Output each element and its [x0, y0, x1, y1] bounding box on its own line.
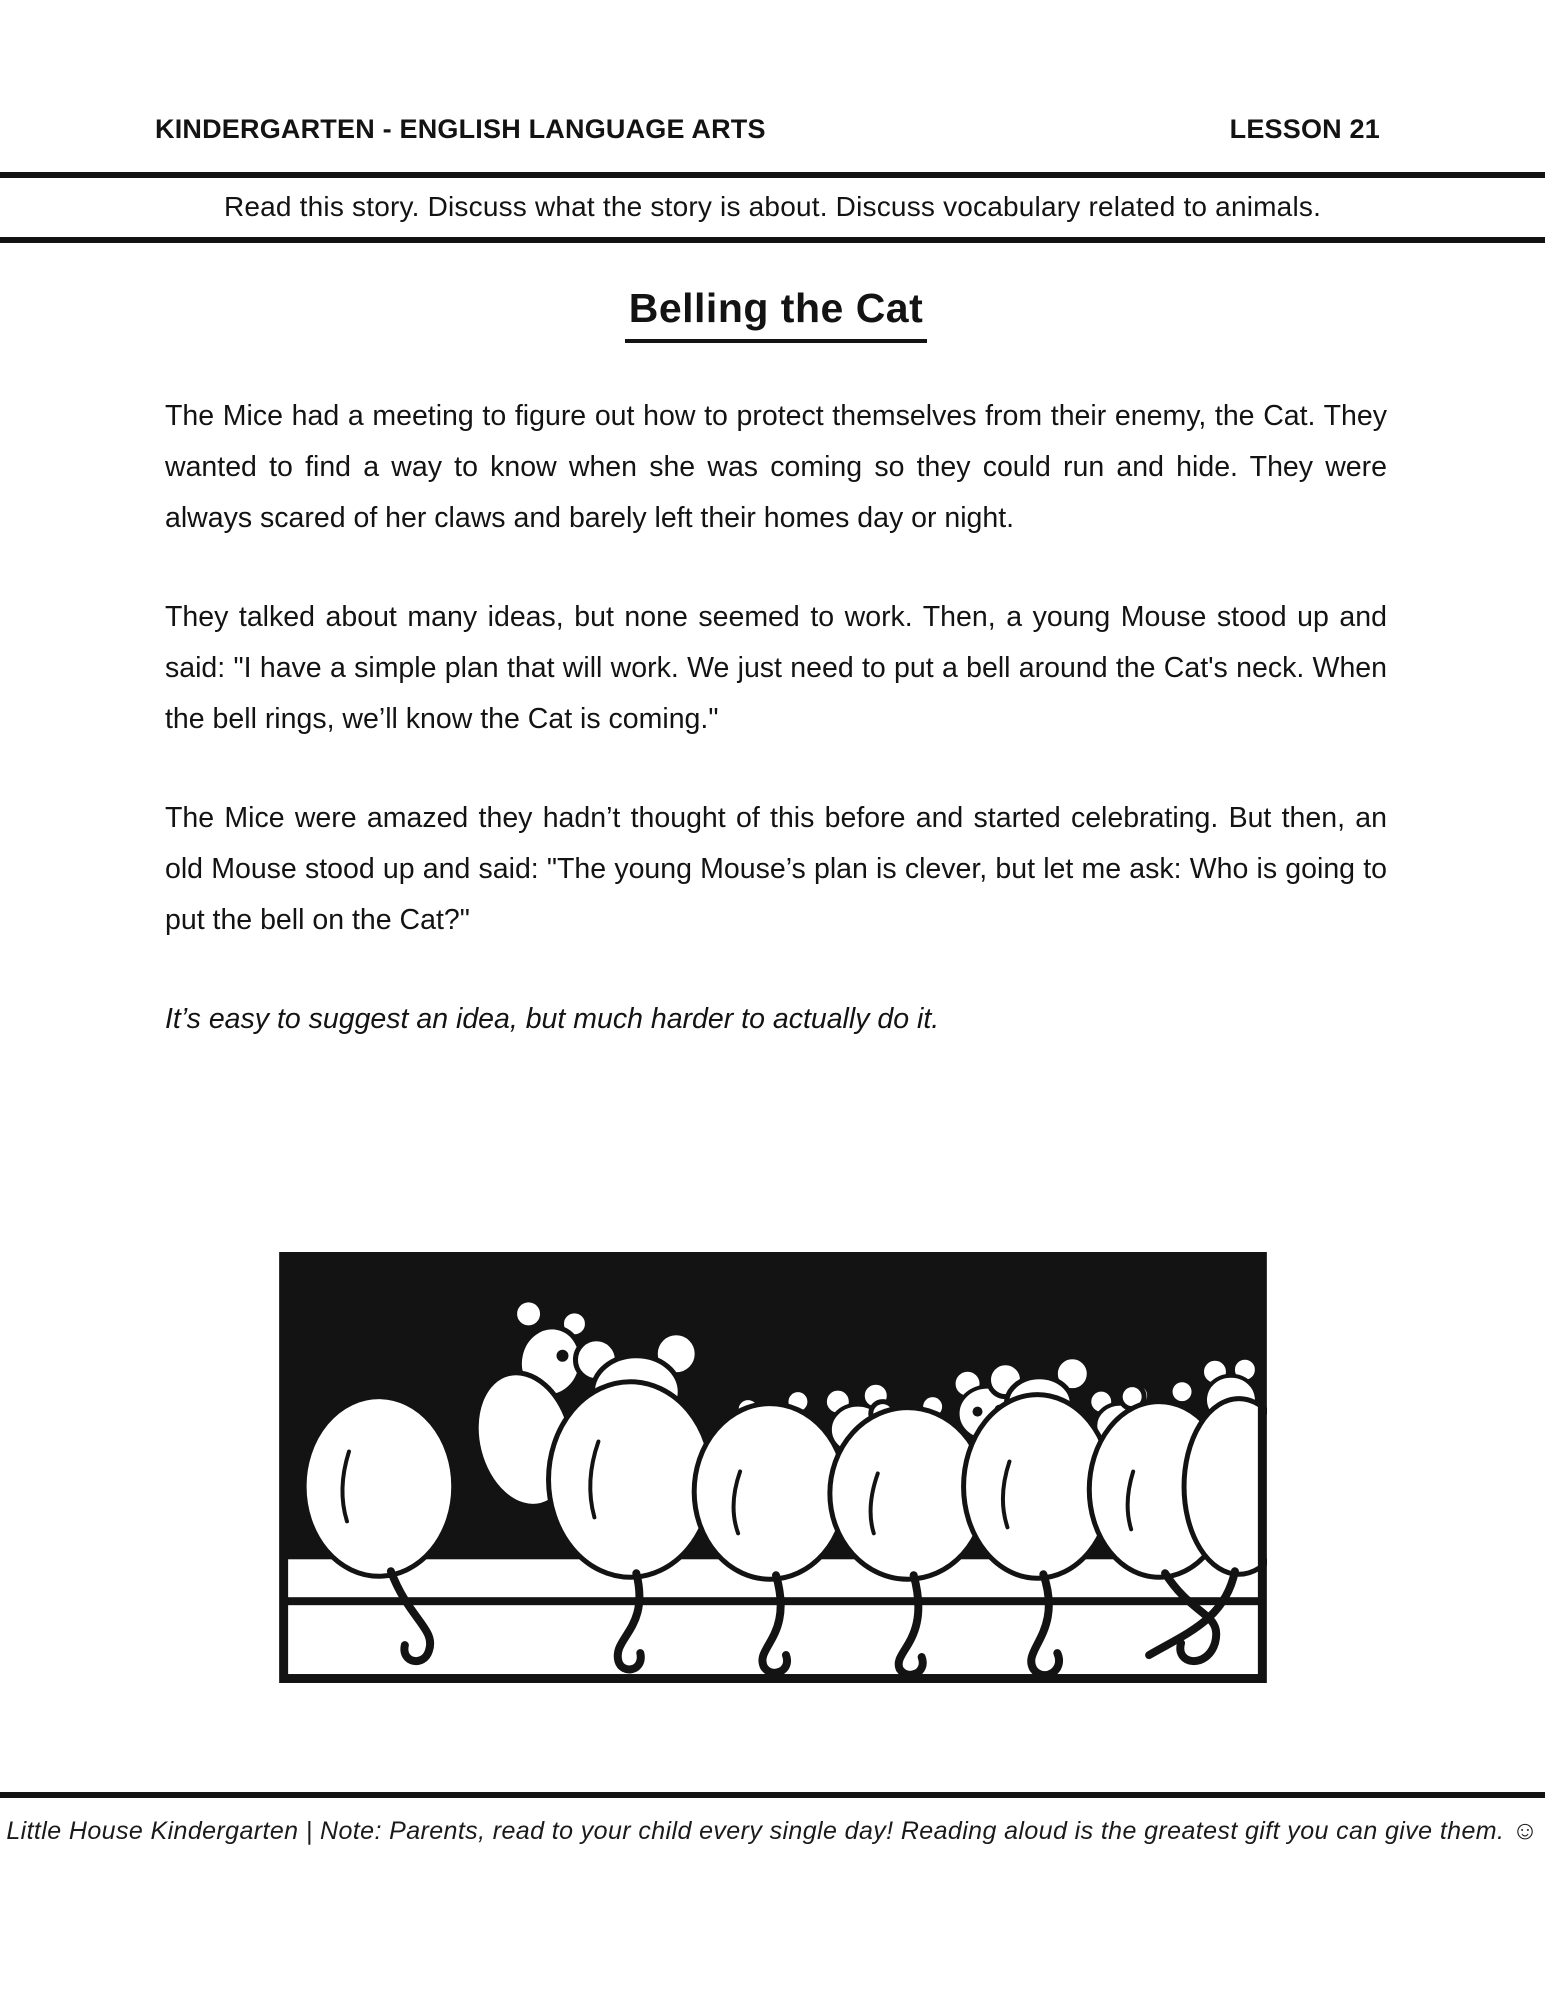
mice-illustration: [279, 1252, 1267, 1683]
instruction-bar: [0, 178, 1545, 237]
climbing-mouse-eye: [556, 1350, 568, 1362]
story-paragraph: The Mice were amazed they hadn’t thought of this before and started celebrating. But then, an old Mouse stood up and said: "The young Mouse’s plan is clever, but let me ask: Who is going to put the bell on the Cat?": [165, 802, 1387, 936]
story-paragraph: They talked about many ideas, but none seemed to work. Then, a young Mouse stood up and said: "I have a simple plan that will work. We just need to put a bell around the Cat's neck. When the bell rings, we’ll know the Cat is coming.": [165, 601, 1387, 735]
illustration-container: [0, 1252, 1545, 1683]
ledge-line: [287, 1597, 1259, 1605]
lesson-label: LESSON 21: [1229, 114, 1380, 144]
footer-note: [0, 1815, 1545, 1846]
footer-note-text: Little House Kindergarten | Note: Parents, read to your child every single day! Reading aloud is the greatest gift you can give them.: [6, 1817, 1505, 1845]
story-content: [0, 285, 1545, 1045]
course-label: KINDERGARTEN - ENGLISH LANGUAGE ARTS: [155, 114, 766, 144]
story-title: [165, 285, 1387, 343]
smiley-icon: ☺: [1511, 1815, 1539, 1845]
story-title-text: Belling the Cat: [625, 285, 928, 343]
page-footer: [0, 1792, 1545, 1871]
header-bottom-rule: [0, 237, 1545, 243]
footer-rule: [0, 1792, 1545, 1798]
instruction-text: Read this story. Discuss what the story is about. Discuss vocabulary related to animals.: [223, 191, 1322, 222]
story-paragraph: The Mice had a meeting to figure out how to protect themselves from their enemy, the Cat. They wanted to find a way to know when she was coming so they could run and hide. They were always scared of her claws and barely left their homes day or night.: [165, 400, 1387, 534]
page-header: [0, 0, 1545, 145]
story-moral: It’s easy to suggest an idea, but much harder to actually do it.: [165, 1003, 940, 1035]
